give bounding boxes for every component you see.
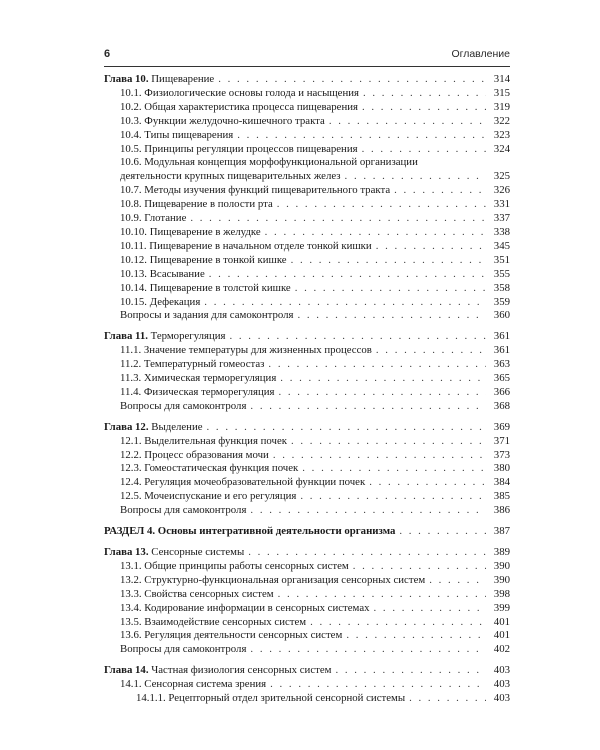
toc-entry-title xyxy=(120,616,306,630)
dot-leader xyxy=(369,476,486,490)
toc-entry xyxy=(104,309,510,323)
dot-leader xyxy=(362,143,486,157)
toc-entry-title xyxy=(120,296,200,310)
toc-page-number: 361 xyxy=(493,330,510,343)
toc-entry xyxy=(104,692,510,706)
dot-leader xyxy=(237,129,486,143)
toc-entry-title xyxy=(120,268,205,282)
toc-part xyxy=(104,525,510,539)
entry-text: 13.3. Свойства сенсорных систем xyxy=(120,587,274,600)
toc-page-number: 315 xyxy=(493,86,510,99)
toc-entry-title xyxy=(136,692,405,706)
toc-page-number: 402 xyxy=(493,643,510,656)
toc-page-number: 326 xyxy=(493,184,510,197)
toc-entry-title xyxy=(120,170,341,184)
toc-entry-title xyxy=(120,588,274,602)
chapter-label: Глава 14. xyxy=(104,664,149,677)
toc-entry xyxy=(104,643,510,657)
toc-page-number: 331 xyxy=(493,198,510,211)
toc-entry xyxy=(104,296,510,310)
toc-entry-title xyxy=(120,449,269,463)
toc-entry-title xyxy=(120,629,342,643)
toc-entry-title xyxy=(120,560,349,574)
entry-text: 11.4. Физическая терморегуляция xyxy=(120,385,275,398)
section-gap xyxy=(104,706,510,713)
entry-text: 13.5. Взаимодействие сенсорных систем xyxy=(120,615,307,628)
entry-text: 12.1. Выделительная функция почек xyxy=(120,434,287,447)
toc-entry xyxy=(104,462,510,476)
dot-leader xyxy=(345,170,486,184)
toc-entry xyxy=(104,358,510,372)
toc-page-number: 323 xyxy=(493,128,510,141)
toc-entry xyxy=(104,602,510,616)
toc-page-number: 390 xyxy=(493,573,510,586)
entry-text: 10.14. Пищеварение в толстой кишке xyxy=(120,281,291,294)
toc-entry-first-line: 10.6. Модульная концепция морфофункциональной организации xyxy=(120,156,418,169)
entry-text: 11.3. Химическая терморегуляция xyxy=(120,372,277,385)
toc-entry xyxy=(104,386,510,400)
dot-leader xyxy=(277,198,486,212)
toc-page-number: 389 xyxy=(493,546,510,558)
toc-entry xyxy=(104,344,510,358)
running-head xyxy=(104,48,510,60)
toc-entry-title xyxy=(104,73,214,87)
toc-entry-title xyxy=(104,525,395,539)
toc-page-number: 363 xyxy=(493,358,510,371)
toc-page-number: 369 xyxy=(493,420,510,433)
toc-page-number: 358 xyxy=(493,281,510,294)
toc-entry-title xyxy=(120,115,325,129)
toc-entry xyxy=(104,372,510,386)
dot-leader xyxy=(394,184,486,198)
dot-leader xyxy=(291,254,486,268)
page-number: 6 xyxy=(104,48,111,60)
toc-entry xyxy=(104,87,510,101)
dot-leader xyxy=(363,87,486,101)
toc-page-number: 384 xyxy=(493,476,510,489)
toc-entry-title xyxy=(120,678,266,692)
toc-entry xyxy=(104,129,510,143)
entry-text: Вопросы для самоконтроля xyxy=(120,504,247,517)
toc-entry-title xyxy=(120,574,425,588)
toc-page-number: 365 xyxy=(493,372,510,385)
toc-entry xyxy=(104,184,510,198)
dot-leader xyxy=(300,490,486,504)
toc-entry-title xyxy=(120,386,274,400)
toc-entry xyxy=(104,143,510,157)
entry-text: 10.9. Глотание xyxy=(120,212,187,225)
dot-leader xyxy=(280,372,486,386)
toc-entry-title xyxy=(120,602,370,616)
toc-entry-title xyxy=(120,226,261,240)
toc-entry-title xyxy=(120,87,359,101)
dot-leader xyxy=(297,309,486,323)
chapter-label: Глава 11. xyxy=(104,330,148,343)
toc-entry-title xyxy=(120,462,298,476)
toc-entry-title xyxy=(120,212,186,226)
entry-text: 10.3. Функции желудочно-кишечного тракта xyxy=(120,114,325,127)
toc-entry xyxy=(104,678,510,692)
toc-entry-title xyxy=(120,476,365,490)
toc-entry xyxy=(104,449,510,463)
toc-entry xyxy=(104,115,510,129)
entry-text: 13.2. Структурно-функциональная организация сенсорных систем xyxy=(120,573,426,586)
toc-page-number: 351 xyxy=(493,253,510,266)
entry-text: Вопросы для самоконтроля xyxy=(120,643,247,656)
toc-entry-title xyxy=(104,546,244,560)
toc-entry-title xyxy=(120,143,358,157)
toc-page-number: 401 xyxy=(493,615,510,628)
entry-text: 10.8. Пищеварение в полости рта xyxy=(120,198,273,211)
dot-leader xyxy=(204,296,486,310)
entry-text: 10.7. Методы изучения функций пищеварительного тракта xyxy=(120,184,391,197)
toc-entry xyxy=(104,240,510,254)
dot-leader xyxy=(268,358,486,372)
toc-entry xyxy=(104,198,510,212)
entry-text: 12.4. Регуляция мочеобразовательной функции почек xyxy=(120,476,366,489)
dot-leader xyxy=(374,602,486,616)
toc-page-number: 324 xyxy=(493,142,510,155)
toc-entry-title xyxy=(104,421,203,435)
section-gap xyxy=(104,518,510,525)
entry-text: 11.1. Значение температуры для жизненных процессов xyxy=(120,344,372,357)
entry-text: 10.11. Пищеварение в начальном отделе тонкой кишки xyxy=(120,239,372,252)
entry-text: 10.5. Принципы регуляции процессов пищеварения xyxy=(120,142,358,155)
toc-entry xyxy=(104,226,510,240)
toc-entry-title xyxy=(120,101,358,115)
toc-chapter xyxy=(104,421,510,435)
entry-text: 10.15. Дефекация xyxy=(120,295,201,308)
toc-entry xyxy=(104,560,510,574)
toc-entry-title xyxy=(120,400,246,414)
entry-text: 10.12. Пищеварение в тонкой кишке xyxy=(120,253,287,266)
running-title: Оглавление xyxy=(451,48,510,60)
toc-page-number: 380 xyxy=(493,462,510,475)
section-gap xyxy=(104,323,510,330)
dot-leader xyxy=(248,546,486,560)
toc-page-number: 387 xyxy=(493,525,510,538)
toc-entry xyxy=(104,574,510,588)
toc-entry xyxy=(104,282,510,296)
entry-text: 10.2. Общая характеристика процесса пищеварения xyxy=(120,100,358,113)
dot-leader xyxy=(335,664,486,678)
toc-page-number: 366 xyxy=(493,385,510,398)
dot-leader xyxy=(190,212,486,226)
toc-entry xyxy=(104,588,510,602)
entry-text: 12.2. Процесс образования мочи xyxy=(120,448,269,461)
dot-leader xyxy=(273,449,486,463)
toc-page-number: 403 xyxy=(493,678,510,691)
chapter-label: РАЗДЕЛ 4. Основы интегративной деятельности организма xyxy=(104,525,396,538)
toc-page-number: 337 xyxy=(493,212,510,225)
toc-chapter xyxy=(104,73,510,87)
entry-text: Вопросы и задания для самоконтроля xyxy=(120,309,294,322)
entry-text: 10.4. Типы пищеварения xyxy=(120,128,234,141)
toc-chapter xyxy=(104,330,510,344)
section-gap xyxy=(104,539,510,546)
toc-page-number: 338 xyxy=(493,225,510,238)
toc-entry-title xyxy=(120,240,372,254)
toc-entry xyxy=(104,170,510,184)
toc-entry xyxy=(104,629,510,643)
chapter-label: Глава 13. xyxy=(104,546,149,558)
dot-leader xyxy=(302,462,486,476)
toc-page-number: 386 xyxy=(493,504,510,517)
toc-entry-title xyxy=(120,282,291,296)
entry-text: 13.6. Регуляция деятельности сенсорных систем xyxy=(120,629,343,642)
toc-entry-title xyxy=(120,435,287,449)
toc-entry-title xyxy=(120,309,293,323)
toc-page-number: 322 xyxy=(493,114,510,127)
dot-leader xyxy=(376,344,486,358)
entry-text: Частная физиология сенсорных систем xyxy=(148,664,332,677)
entry-text: 12.5. Мочеиспускание и его регуляция xyxy=(120,490,297,503)
dot-leader xyxy=(409,692,486,706)
toc-entry xyxy=(104,101,510,115)
toc-page-number: 368 xyxy=(493,399,510,412)
toc-entry-title xyxy=(120,254,287,268)
toc-entry-title xyxy=(120,504,246,518)
dot-leader xyxy=(399,525,486,539)
entry-text: 14.1.1. Рецепторный отдел зрительной сенсорной системы xyxy=(136,692,406,705)
toc-entry-title xyxy=(104,664,331,678)
dot-leader xyxy=(218,73,486,87)
dot-leader xyxy=(270,678,486,692)
toc-entry-title xyxy=(120,184,390,198)
dot-leader xyxy=(250,504,486,518)
dot-leader xyxy=(346,629,486,643)
section-gap xyxy=(104,414,510,421)
entry-text: деятельности крупных пищеварительных желез xyxy=(120,170,341,183)
toc-entry xyxy=(104,254,510,268)
toc-entry-title xyxy=(120,643,246,657)
dot-leader xyxy=(278,588,486,602)
entry-text: 11.2. Температурный гомеостаз xyxy=(120,358,265,371)
dot-leader xyxy=(295,282,486,296)
toc-entry xyxy=(104,504,510,518)
toc-page-number: 399 xyxy=(493,601,510,614)
toc-entry xyxy=(104,476,510,490)
toc-page-number: 319 xyxy=(493,100,510,113)
chapter-label: Глава 12. xyxy=(104,420,149,433)
toc-page-number: 371 xyxy=(493,434,510,447)
entry-text: 12.3. Гомеостатическая функция почек xyxy=(120,462,299,475)
dot-leader xyxy=(250,400,486,414)
toc-page-number: 325 xyxy=(493,170,510,183)
toc-entry xyxy=(104,400,510,414)
toc-entry xyxy=(104,435,510,449)
toc-entry-title xyxy=(120,129,233,143)
entry-text: 10.13. Всасывание xyxy=(120,267,205,280)
dot-leader xyxy=(310,616,486,630)
toc-page-number: 385 xyxy=(493,490,510,503)
toc-page-number: 359 xyxy=(493,295,510,308)
table-of-contents xyxy=(104,73,510,713)
dot-leader xyxy=(250,643,486,657)
toc-entry-title xyxy=(120,372,276,386)
toc-page-number: 360 xyxy=(493,309,510,322)
toc-page-number: 403 xyxy=(493,664,510,677)
entry-text: 13.1. Общие принципы работы сенсорных систем xyxy=(120,559,349,572)
dot-leader xyxy=(376,240,486,254)
entry-text: 14.1. Сенсорная система зрения xyxy=(120,678,267,691)
toc-page-number: 355 xyxy=(493,267,510,280)
toc-page-number: 390 xyxy=(493,559,510,572)
toc-page-number: 345 xyxy=(493,239,510,252)
toc-entry xyxy=(104,490,510,504)
dot-leader xyxy=(265,226,486,240)
toc-page-number: 401 xyxy=(493,629,510,642)
dot-leader xyxy=(209,268,486,282)
entry-text: Выделение xyxy=(148,420,203,433)
toc-page-number: 373 xyxy=(493,448,510,461)
dot-leader xyxy=(429,574,486,588)
dot-leader xyxy=(362,101,486,115)
header-rule xyxy=(104,66,510,67)
toc-chapter xyxy=(104,546,510,560)
dot-leader xyxy=(329,115,486,129)
dot-leader xyxy=(278,386,486,400)
toc-page-number: 361 xyxy=(493,344,510,357)
toc-page-number: 403 xyxy=(493,692,510,705)
toc-entry-title xyxy=(104,330,226,344)
dot-leader xyxy=(353,560,486,574)
toc-entry xyxy=(104,616,510,630)
entry-text: 13.4. Кодирование информации в сенсорных системах xyxy=(120,601,370,614)
toc-entry xyxy=(104,212,510,226)
entry-text: 10.1. Физиологические основы голода и насыщения xyxy=(120,86,359,99)
toc-entry-title xyxy=(120,344,372,358)
toc-entry-title xyxy=(120,358,264,372)
entry-text: Терморегуляция xyxy=(147,330,226,343)
toc-entry-title xyxy=(120,198,273,212)
toc-entry-title xyxy=(120,490,296,504)
entry-text: 10.10. Пищеварение в желудке xyxy=(120,225,261,238)
toc-page-number: 314 xyxy=(493,73,510,85)
toc-chapter xyxy=(104,664,510,678)
dot-leader xyxy=(230,330,487,344)
section-gap xyxy=(104,657,510,664)
toc-entry xyxy=(104,268,510,282)
entry-text: Пищеварение xyxy=(148,73,215,85)
dot-leader xyxy=(207,421,486,435)
chapter-label: Глава 10. xyxy=(104,73,149,85)
entry-text: Вопросы для самоконтроля xyxy=(120,399,247,412)
dot-leader xyxy=(291,435,486,449)
entry-text: Сенсорные системы xyxy=(148,546,245,558)
toc-page-number: 398 xyxy=(493,587,510,600)
